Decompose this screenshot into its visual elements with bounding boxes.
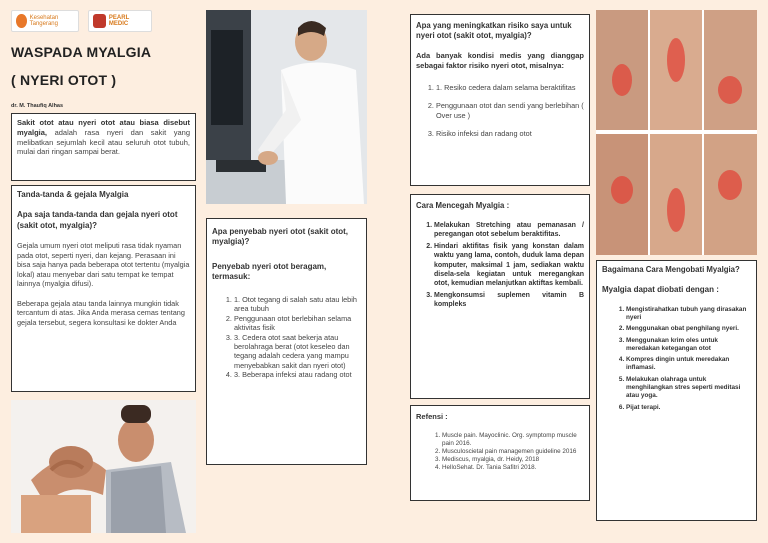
page-subtitle: ( NYERI OTOT ) <box>11 72 117 88</box>
causes-intro: Penyebab nyeri otot beragam, termasuk: <box>212 261 327 282</box>
treatment-list <box>602 306 751 413</box>
list-item: 2. Hindari aktifitas fisik yang konstan dalam waktu yang lama, contoh, duduk lama depan komputer, maksimal 1 jam, sediakan waktu disela-sela kegiatan untuk meregangkan otot, kemudian melanjutkan aktiftas kembali. <box>434 242 584 287</box>
risk-list <box>416 83 584 139</box>
office-illustration <box>206 10 367 204</box>
prevention-list <box>416 221 584 309</box>
prevention-heading: Cara Mencegah Myalgia : <box>416 201 510 210</box>
list-item: 1. Melakukan Stretching atau pemanasan / peregangan otot sebelum beraktifitas. <box>434 221 584 239</box>
list-item: 1. 1. Resiko cedera dalam selama beraktifitas <box>436 83 584 92</box>
prevention-box <box>410 194 590 399</box>
list-item: 4. Kompres dingin untuk meredakan inflamasi. <box>626 356 751 373</box>
knee-pain-photo <box>11 400 196 533</box>
list-item: 3. Menggunakan krim oles untuk meredakan ketegangan otot <box>626 337 751 354</box>
list-item: 2. Penggunaan otot berlebihan selama aktivitas fisik <box>234 314 361 333</box>
list-item: 5. Melakukan olahraga untuk menghilangkan stres seperti meditasi atau yoga. <box>626 376 751 401</box>
risk-intro: Ada banyak kondisi medis yang dianggap sebagai faktor risiko nyeri otot, misalnya: <box>416 51 584 70</box>
intro-rest: adalah rasa nyeri dan sakit yang melibatkan sejumlah kecil atau seluruh otot tubuh, mulai dari ringan sampai berat. <box>17 127 190 157</box>
list-item: 4. HelloSehat. Dr. Tania Safitri 2018. <box>442 464 584 472</box>
pain-areas-photo-grid <box>596 10 757 255</box>
office-back-pain-photo <box>206 10 367 204</box>
risk-question: Apa yang meningkatkan risiko saya untuk nyeri otot (sakit otot, myalgia)? <box>416 21 572 41</box>
causes-list <box>212 295 361 380</box>
list-item: 1. 1. Otot tegang di salah satu atau lebih area tubuh <box>234 295 361 314</box>
list-item: 3. Risiko infeksi dan radang otot <box>436 129 584 138</box>
treatment-intro: Myalgia dapat diobati dengan : <box>602 285 719 295</box>
logo-left <box>11 10 79 32</box>
causes-box <box>206 218 367 465</box>
author: dr. M. Thaufiq Alhas <box>11 103 64 109</box>
symptoms-heading: Tanda-tanda & gejala Myalgia <box>17 190 129 199</box>
list-item: 1. Mengistirahatkan tubuh yang dirasakan nyeri <box>626 306 751 323</box>
logo-right <box>88 10 152 32</box>
intro-box <box>11 113 196 181</box>
references-list <box>416 432 584 473</box>
list-item: 3. Mediscus, myalgia, dr. Heidy, 2018 <box>442 456 584 464</box>
symptoms-paragraph-1: Gejala umum nyeri otot meliputi rasa tidak nyaman pada otot, seperti nyeri, dan kejang. Perasaan ini bisa saja hanya pada beberapa otot tertentu (myalgia lokal) atau menyebar dari satu tempat ke tempat lainnya (myalgia difusi). <box>17 241 190 289</box>
references-box <box>410 405 590 501</box>
list-item: 4. 3. Beberapa infeksi atau radang otot <box>234 370 361 379</box>
pearl-mark-icon <box>93 14 106 28</box>
logo-left-text: Kesehatan Tangerang <box>29 15 59 27</box>
page-title: WASPADA MYALGIA <box>11 44 152 60</box>
intro-text <box>17 118 190 157</box>
list-item: 2. Menggunakan obat penghilang nyeri. <box>626 325 751 333</box>
list-item: 6. Pijat terapi. <box>626 404 751 412</box>
knee-pain-illustration <box>11 400 196 533</box>
list-item: 2. Musculoscietal pain managemen guideline 2016 <box>442 448 584 456</box>
logo-mark-icon <box>16 14 27 28</box>
references-heading: Refensi : <box>416 412 448 421</box>
treatment-box <box>596 260 757 521</box>
symptoms-paragraph-2: Beberapa gejala atau tanda lainnya mungkin tidak tercantum di atas. Jika Anda merasa cemas tentang gejala tersebut, segera konsultasi ke dokter Anda <box>17 298 185 327</box>
list-item: 3. 3. Cedera otot saat bekerja atau berolahraga berat (otot keseleo dan tegang adalah cedera yang mampu menyebabkan sakit dan nyeri otot) <box>234 333 361 371</box>
pain-areas-illustration <box>596 10 757 255</box>
symptoms-question: Apa saja tanda-tanda dan gejala nyeri otot (sakit otot, myalgia)? <box>17 210 178 230</box>
symptoms-box <box>11 185 196 392</box>
risk-box <box>410 14 590 186</box>
list-item: 1. Muscle pain. Mayoclinic. Org. symptomp muscle pain 2016. <box>442 432 584 448</box>
logo-right-text: PEARL MEDIC <box>108 15 130 27</box>
causes-question: Apa penyebab nyeri otot (sakit otot, myalgia)? <box>212 227 349 247</box>
list-item: 3. Mengkonsumsi suplemen vitamin B kompleks <box>434 291 584 309</box>
list-item: 2. Penggunaan otot dan sendi yang berlebihan ( Over use ) <box>436 101 584 120</box>
treatment-question: Bagaimana Cara Mengobati Myalgia? <box>602 265 740 274</box>
intro-bold: Sakit otot atau nyeri otot atau biasa disebut myalgia, <box>17 118 190 137</box>
